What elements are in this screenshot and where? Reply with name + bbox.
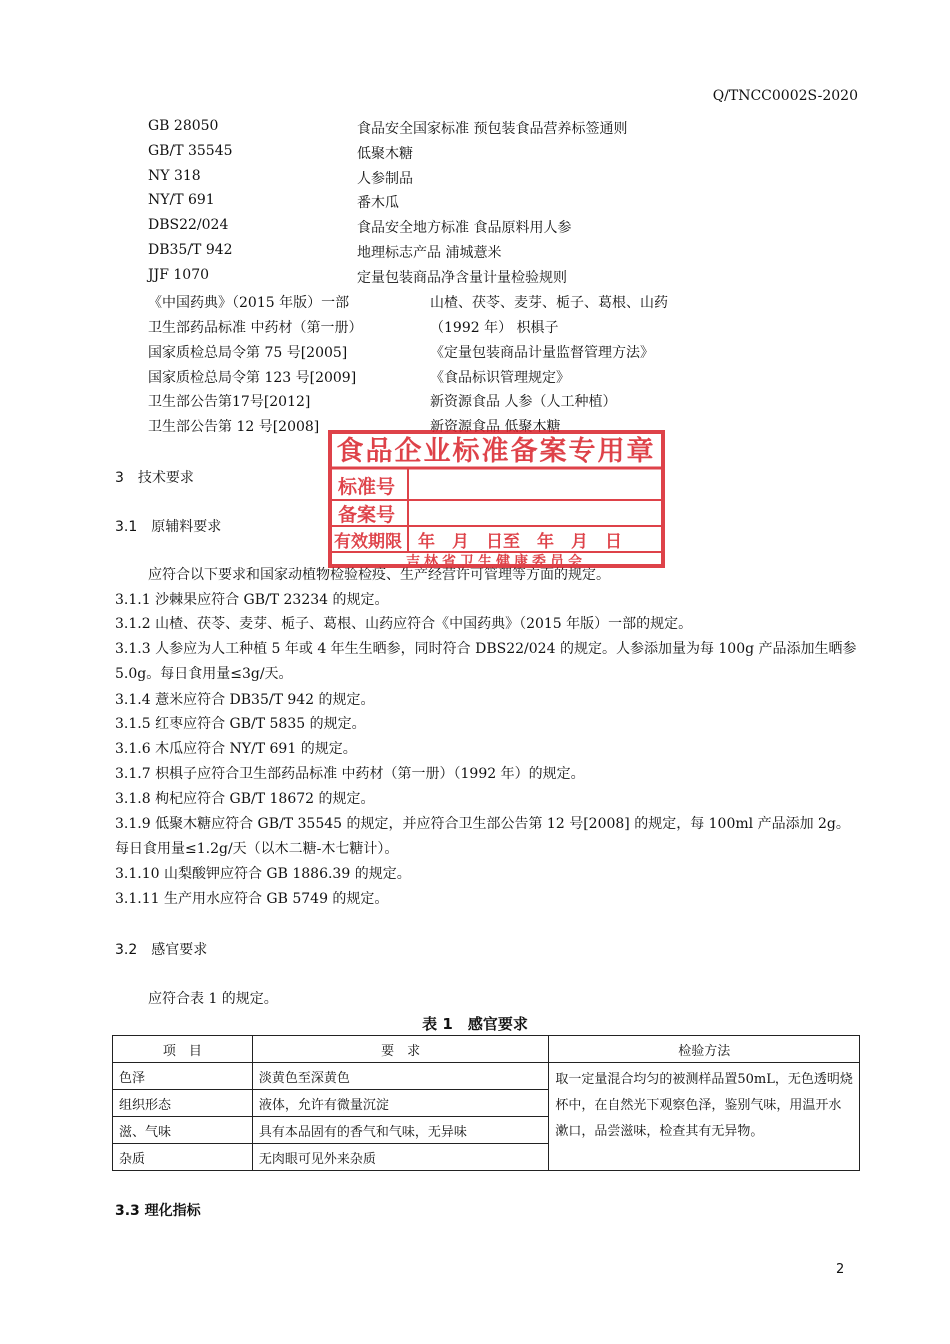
table-cell: 无肉眼可见外来杂质 [252,1144,549,1171]
paragraph: 应符合以下要求和国家动植物检验检疫、生产经营许可管理等方面的规定。 [148,567,610,583]
section-heading-3-1 [115,516,221,536]
paragraph: 3.1.4 薏米应符合 DB35/T 942 的规定。 [115,692,375,708]
sensory-requirements-table [112,1035,860,1171]
reference-code: NY 318 [148,168,201,184]
table-cell-method: 取一定量混合均匀的被测样品置50mL，无色透明烧杯中，在自然光下观察色泽，鉴别气味，用温开水漱口，品尝滋味，检查其有无异物。 [549,1063,860,1171]
section-number: 3.2 [115,942,138,958]
table-cell: 色泽 [113,1063,253,1090]
paragraph: 3.1.2 山楂、茯苓、麦芽、栀子、葛根、山药应符合《中国药典》（2015 年版）一部的规定。 [115,616,693,632]
paragraph: 3.1.6 木瓜应符合 NY/T 691 的规定。 [115,741,357,757]
table-cell: 杂质 [113,1144,253,1171]
reference-code: 卫生部公告第17号[2012] [148,394,311,410]
reference-title: 新资源食品 人参（人工种植） [430,394,617,410]
paragraph: 3.1.8 枸杞应符合 GB/T 18672 的规定。 [115,791,375,807]
stamp-label-filing: 备案号 [338,504,396,526]
table-caption: 表 1 感官要求 [422,1015,528,1033]
table-cell: 滋、气味 [113,1117,253,1144]
table-cell: 液体，允许有微量沉淀 [252,1090,549,1117]
table-cell: 具有本品固有的香气和气味，无异味 [252,1117,549,1144]
filing-stamp [328,430,665,568]
section-number: 3.1 [115,519,138,535]
paragraph: 3.1.9 低聚木糖应符合 GB/T 35545 的规定，并应符合卫生部公告第 12 号[2008] 的规定，每 100ml 产品添加 2g。每日食用量≤1.2g/天（以木二糖-木七糖计）。 [115,816,850,857]
reference-code: 卫生部公告第 12 号[2008] [148,419,320,435]
paragraph: 应符合表 1 的规定。 [148,991,278,1007]
reference-title: 低聚木糖 [357,146,413,162]
paragraph: 3.1.7 枳椇子应符合卫生部药品标准 中药材（第一册）（1992 年）的规定。 [115,766,585,782]
table-row [113,1063,860,1090]
section-heading-3-2 [115,939,207,959]
section-title: 原辅料要求 [151,519,222,535]
stamp-label-standard: 标准号 [338,476,396,498]
reference-code: 国家质检总局令第 123 号[2009] [148,370,357,386]
reference-code: 《中国药典》（2015 年版）一部 [148,295,350,311]
table-header: 检验方法 [549,1036,860,1063]
paragraph: 3.1.1 沙棘果应符合 GB/T 23234 的规定。 [115,592,389,608]
stamp-title: 食品企业标准备案专用章 [336,436,656,467]
reference-code: 国家质检总局令第 75 号[2005] [148,345,348,361]
reference-title: 番木瓜 [357,195,399,211]
reference-title: 地理标志产品 浦城薏米 [357,245,502,261]
stamp-validity-dates: 年 月 日至 年 月 日 [418,532,622,552]
reference-title: 人参制品 [357,171,413,187]
document-code: Q/TNCC0002S-2020 [712,88,858,104]
reference-title: 定量包装商品净含量计量检验规则 [357,270,567,286]
reference-title: 新资源食品 低聚木糖 [430,419,561,435]
reference-code: NY/T 691 [148,192,215,208]
reference-code: 卫生部药品标准 中药材（第一册） [148,320,363,336]
paragraph: 3.1.11 生产用水应符合 GB 5749 的规定。 [115,891,389,907]
reference-title: （1992 年） 枳椇子 [430,320,559,336]
table-cell: 组织形态 [113,1090,253,1117]
section-heading-3 [115,467,194,487]
reference-title: 食品安全国家标准 预包装食品营养标签通则 [357,121,628,137]
table-cell: 淡黄色至深黄色 [252,1063,549,1090]
reference-code: DBS22/024 [148,217,229,233]
paragraph: 3.1.3 人参应为人工种植 5 年或 4 年生生晒参，同时符合 DBS22/024 的规定。人参添加量为每 100g 产品添加生晒参 5.0g。每日食用量≤3g/天。 [115,641,857,682]
page-number: 2 [836,1262,845,1277]
section-heading-3-3: 3.3 理化指标 [115,1203,201,1219]
reference-title: 《食品标识管理规定》 [430,370,570,386]
table-header: 项 目 [113,1036,253,1063]
reference-title: 食品安全地方标准 食品原料用人参 [357,220,572,236]
section-title: 感官要求 [151,942,208,958]
stamp-label-validity: 有效期限 [334,532,402,552]
section-number: 3 [115,470,124,486]
reference-code: GB/T 35545 [148,143,233,159]
reference-code: JJF 1070 [148,267,210,283]
reference-title: 《定量包装商品计量监督管理方法》 [430,345,654,361]
reference-code: GB 28050 [148,118,219,134]
reference-code: DB35/T 942 [148,242,233,258]
stamp-authority: 吉林省卫生健康委员会 [406,554,586,568]
paragraph: 3.1.10 山梨酸钾应符合 GB 1886.39 的规定。 [115,866,411,882]
table-header-row [113,1036,860,1063]
section-title: 技术要求 [137,470,194,486]
table-header: 要 求 [252,1036,549,1063]
reference-title: 山楂、茯苓、麦芽、栀子、葛根、山药 [430,295,668,311]
paragraph: 3.1.5 红枣应符合 GB/T 5835 的规定。 [115,716,366,732]
